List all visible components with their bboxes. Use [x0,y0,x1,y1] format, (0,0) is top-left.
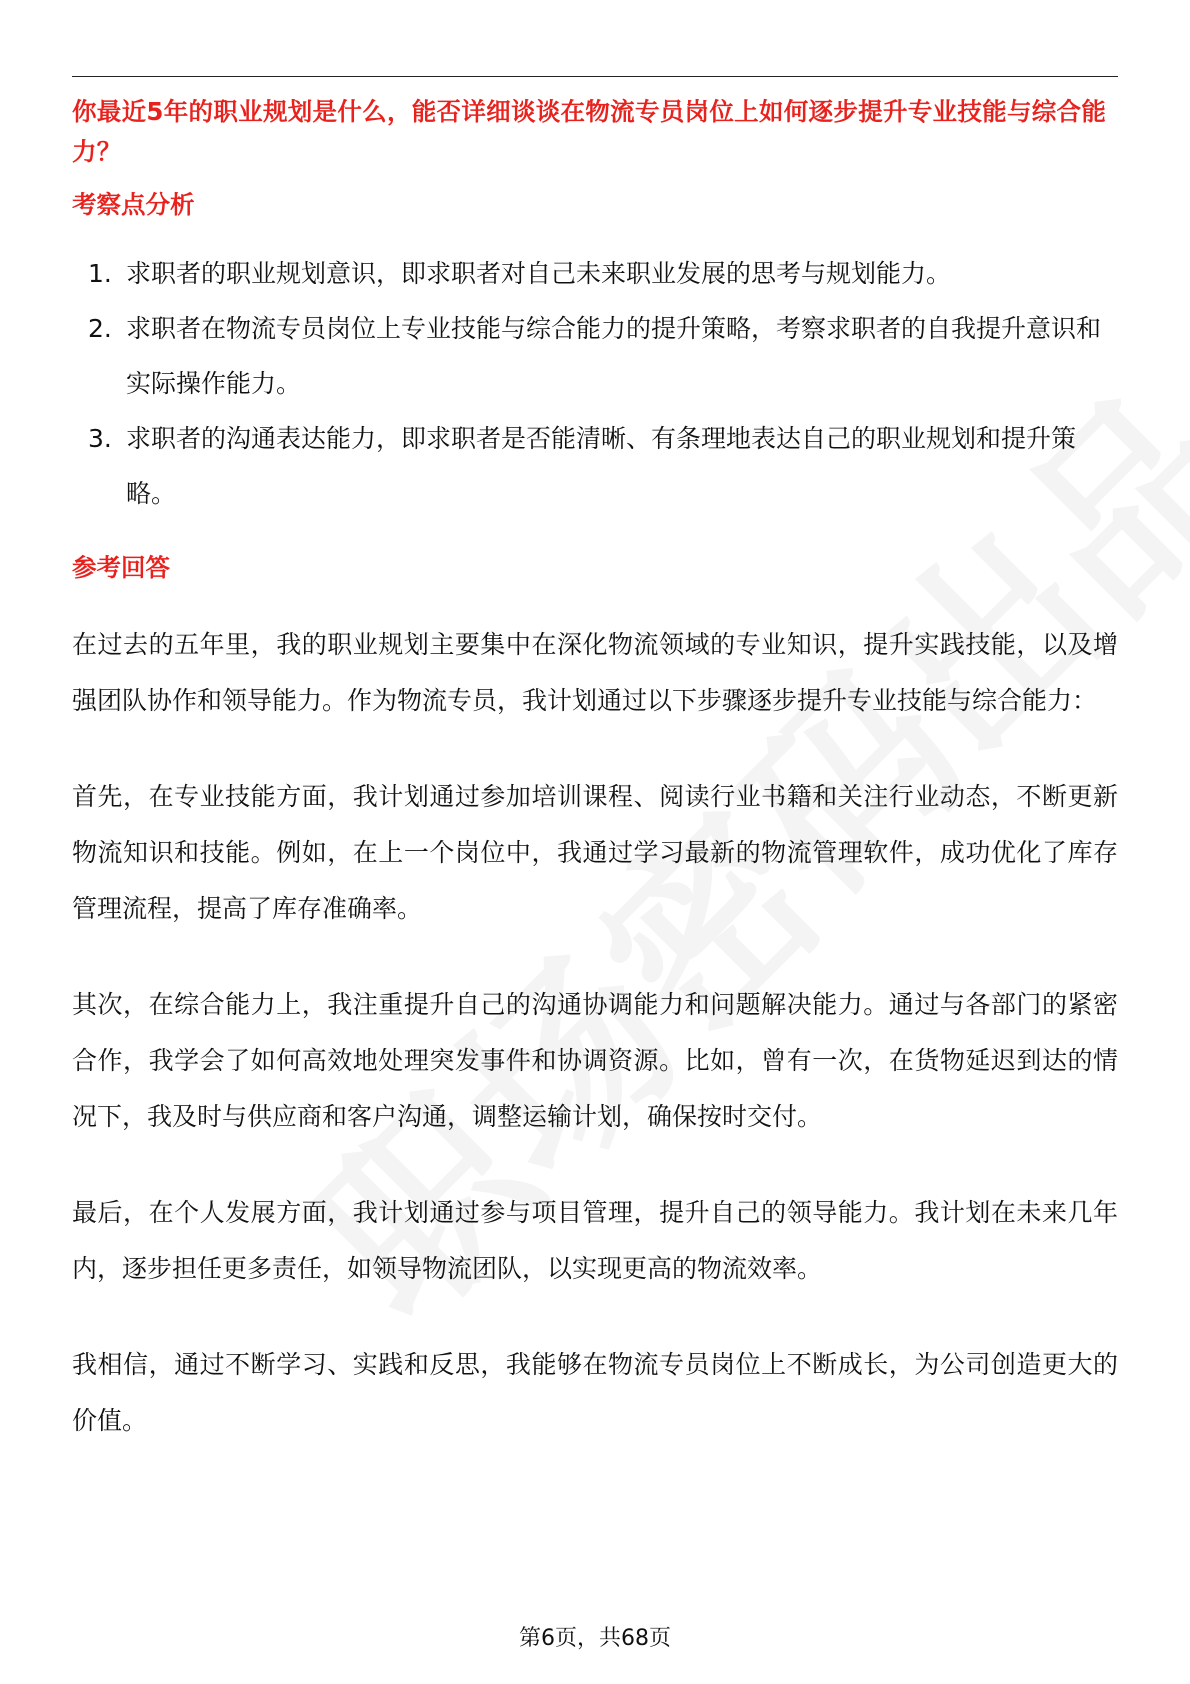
analysis-item-number: 3. [88,424,112,453]
answer-paragraph: 最后，在个人发展方面，我计划通过参与项目管理，提升自己的领导能力。我计划在未来几年内，逐步担任更多责任，如领导物流团队，以实现更高的物流效率。 [72,1198,1118,1283]
page-content [72,92,1118,1449]
question-title: 你最近5年的职业规划是什么，能否详细谈谈在物流专员岗位上如何逐步提升专业技能与综合能力？ [72,97,1107,166]
analysis-item-number: 1. [88,259,112,288]
answer-paragraph: 其次，在综合能力上，我注重提升自己的沟通协调能力和问题解决能力。通过与各部门的紧密合作，我学会了如何高效地处理突发事件和协调资源。比如，曾有一次，在货物延迟到达的情况下，我及时与供应商和客户沟通，调整运输计划，确保按时交付。 [72,990,1118,1131]
analysis-item [72,246,1118,301]
analysis-heading: 考察点分析 [72,190,195,219]
answer-paragraph: 我相信，通过不断学习、实践和反思，我能够在物流专员岗位上不断成长，为公司创造更大的价值。 [72,1350,1118,1435]
analysis-item-text: 求职者的沟通表达能力，即求职者是否能清晰、有条理地表达自己的职业规划和提升策略。 [126,424,1077,508]
analysis-item-text: 求职者在物流专员岗位上专业技能与综合能力的提升策略，考察求职者的自我提升意识和实际操作能力。 [126,314,1102,398]
analysis-list [72,246,1118,521]
analysis-item [72,301,1118,411]
answer-heading: 参考回答 [72,553,170,582]
page-footer: 第6页，共68页 [519,1626,671,1651]
analysis-item-text: 求职者的职业规划意识，即求职者对自己未来职业发展的思考与规划能力。 [126,259,952,288]
answer-paragraph: 在过去的五年里，我的职业规划主要集中在深化物流领域的专业知识，提升实践技能，以及增强团队协作和领导能力。作为物流专员，我计划通过以下步骤逐步提升专业技能与综合能力： [72,630,1118,715]
analysis-item [72,411,1118,521]
top-divider [72,76,1118,77]
answer-paragraph: 首先，在专业技能方面，我计划通过参加培训课程、阅读行业书籍和关注行业动态，不断更新物流知识和技能。例如，在上一个岗位中，我通过学习最新的物流管理软件，成功优化了库存管理流程，提高了库存准确率。 [72,782,1118,923]
analysis-item-number: 2. [88,314,112,343]
